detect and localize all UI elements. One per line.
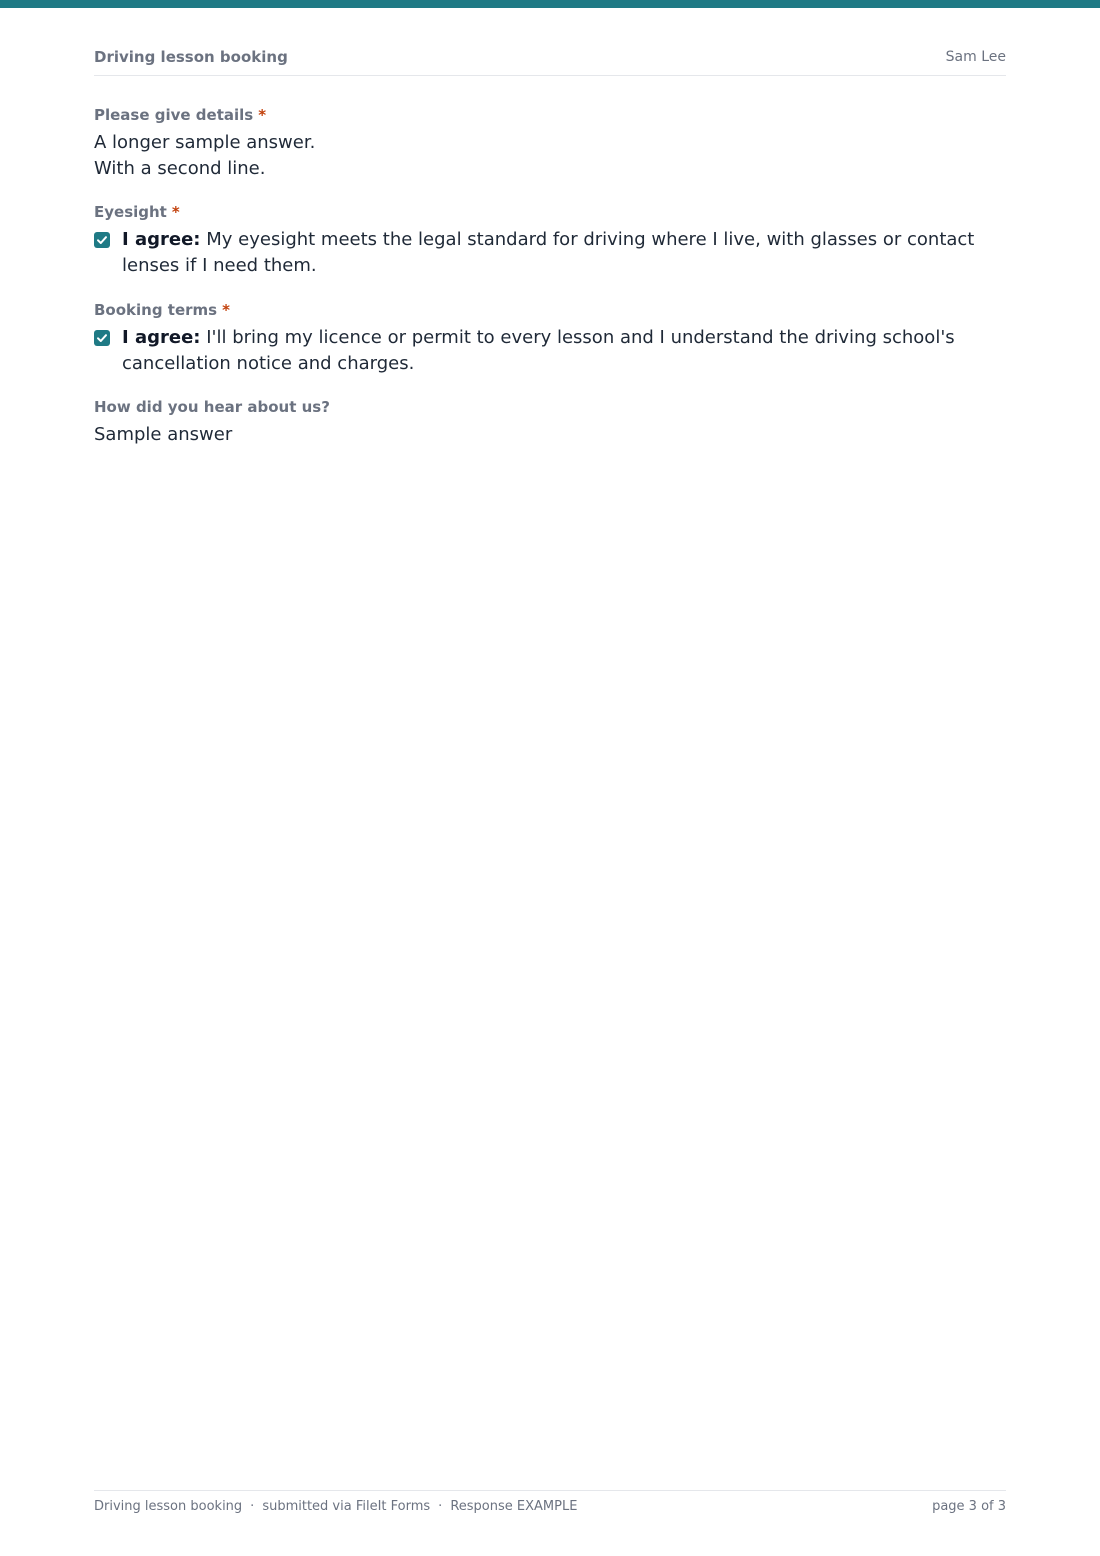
field-label [94, 105, 1006, 125]
field-booking-terms [94, 300, 1006, 377]
required-marker: * [222, 301, 230, 319]
field-answer [94, 130, 1006, 182]
agree-label: I agree: [122, 229, 201, 250]
footer-separator: · [250, 1499, 255, 1514]
field-label [94, 202, 1006, 222]
field-label-text: Booking terms [94, 301, 218, 319]
footer-response-id: Response EXAMPLE [450, 1499, 578, 1514]
checked-checkbox-icon [94, 232, 110, 248]
footer-info [94, 1499, 577, 1514]
field-heard-about [94, 397, 1006, 448]
agreement-statement: My eyesight meets the legal standard for driving where I live, with glasses or contact lenses if I need them. [122, 229, 975, 276]
answer-line-2: With a second line. [94, 158, 266, 179]
field-label-text: How did you hear about us? [94, 398, 330, 416]
footer-separator: · [438, 1499, 443, 1514]
field-eyesight [94, 202, 1006, 279]
top-accent-bar [0, 0, 1100, 8]
booking-terms-agreement [94, 325, 1006, 377]
field-label [94, 397, 1006, 417]
footer-submitted-via: submitted via FileIt Forms [262, 1499, 431, 1514]
eyesight-agreement [94, 227, 1006, 279]
checked-checkbox-icon [94, 330, 110, 346]
field-label-text: Please give details [94, 106, 254, 124]
footer-form-name: Driving lesson booking [94, 1499, 243, 1514]
field-label [94, 300, 1006, 320]
field-answer: Sample answer [94, 424, 233, 445]
page-footer [94, 1490, 1006, 1523]
page-header [94, 47, 1006, 76]
required-marker: * [258, 106, 267, 124]
field-details [94, 105, 1006, 182]
answer-line-1: A longer sample answer. [94, 132, 316, 153]
agreement-statement: I'll bring my licence or permit to every lesson and I understand the driving school's cancellation notice and charges. [122, 327, 955, 374]
agree-label: I agree: [122, 327, 201, 348]
respondent-name: Sam Lee [945, 49, 1006, 65]
field-label-text: Eyesight [94, 203, 167, 221]
page-number: page 3 of 3 [932, 1499, 1006, 1514]
required-marker: * [171, 203, 180, 221]
form-title: Driving lesson booking [94, 48, 288, 66]
